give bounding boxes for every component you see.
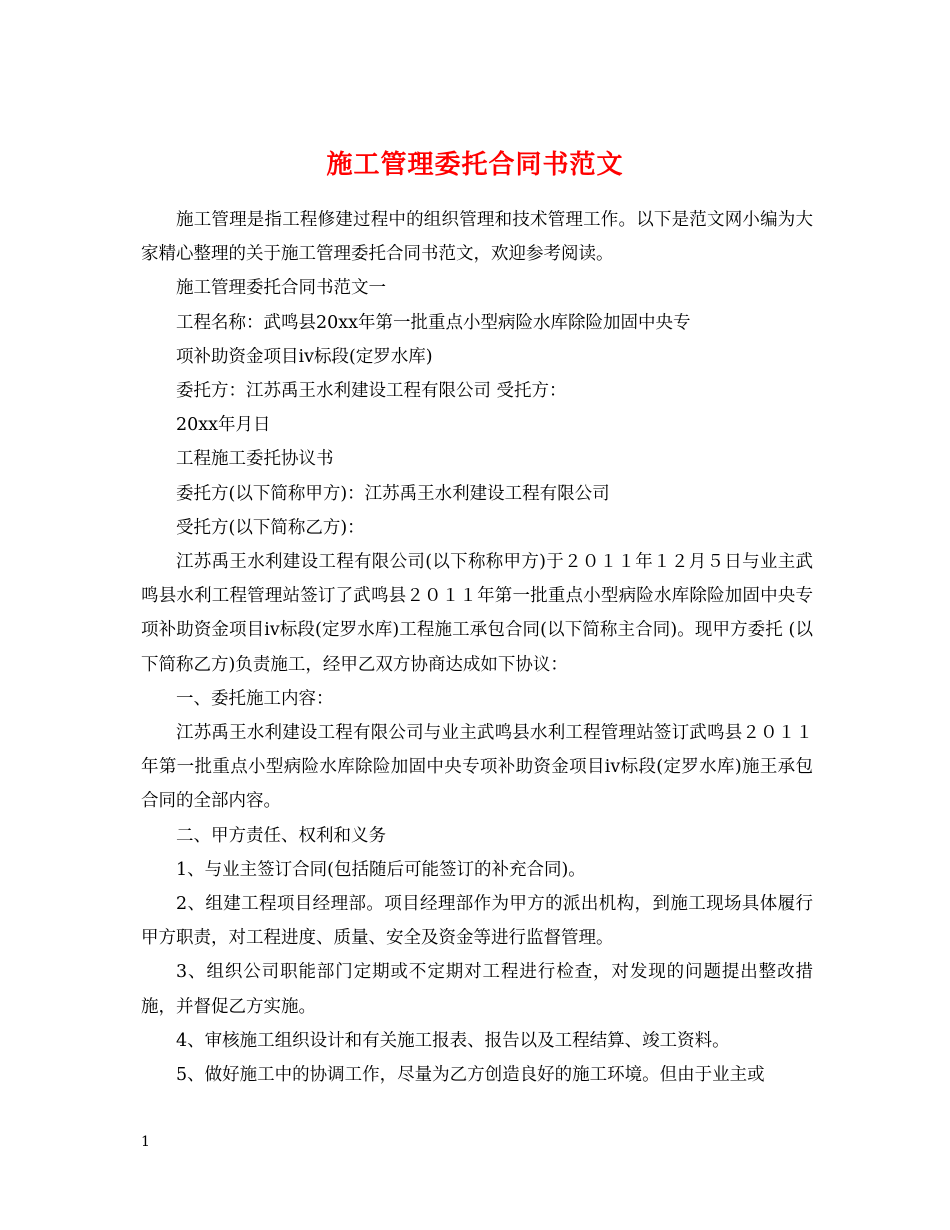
paragraph-project-name-continued: 项补助资金项目iv标段(定罗水库) xyxy=(176,346,433,367)
document-body xyxy=(141,203,813,1092)
paragraph-party-a: 委托方(以下简称甲方)：江苏禹王水利建设工程有限公司 xyxy=(176,483,610,504)
paragraph-intro: 施工管理是指工程修建过程中的组织管理和技术管理工作。以下是范文网小编为大家精心整理的关于施工管理委托合同书范文，欢迎参考阅读。 xyxy=(141,210,813,265)
paragraph-item-four: 4、审核施工组织设计和有关施工报表、报告以及工程结算、竣工资料。 xyxy=(176,1030,730,1051)
paragraph-parties: 委托方：江苏禹王水利建设工程有限公司 受托方： xyxy=(176,381,567,402)
paragraph-date: 20xx年月日 xyxy=(176,415,271,436)
paragraph-section-two-heading: 二、甲方责任、权利和义务 xyxy=(176,825,386,846)
page-number: 1 xyxy=(141,1134,150,1150)
paragraph-party-b: 受托方(以下简称乙方)： xyxy=(176,517,365,538)
paragraph-section-one-heading: 一、委托施工内容： xyxy=(176,688,334,709)
paragraph-item-three: 3、组织公司职能部门定期或不定期对工程进行检查，对发现的问题提出整改措施，并督促乙方实施。 xyxy=(141,962,813,1017)
paragraph-item-one: 1、与业主签订合同(包括随后可能签订的补充合同)。 xyxy=(176,859,586,880)
paragraph-item-five: 5、做好施工中的协调工作，尽量为乙方创造良好的施工环境。但由于业主或 xyxy=(176,1065,765,1086)
paragraph-background: 江苏禹王水利建设工程有限公司(以下称称甲方)于２０１１年１２月５日与业主武鸣县水利工程管理站签订了武鸣县２０１１年第一批重点小型病险水库除险加固中央专项补助资金项目iv标段(定罗水库)工程施工承包合同(以下简称主合同)。现甲方委托 (以下简称乙方)负责施工，经甲乙双方协商达成如下协议： xyxy=(141,552,813,675)
paragraph-agreement-title: 工程施工委托协议书 xyxy=(176,449,334,470)
paragraph-section-one-content: 江苏禹王水利建设工程有限公司与业主武鸣县水利工程管理站签订武鸣县２０１１年第一批重点小型病险水库除险加固中央专项补助资金项目iv标段(定罗水库)施王承包合同的全部内容。 xyxy=(141,723,813,812)
paragraph-sample-heading: 施工管理委托合同书范文一 xyxy=(176,278,386,299)
document-title: 施工管理委托合同书范文 xyxy=(326,150,624,181)
paragraph-project-name: 工程名称：武鸣县20xx年第一批重点小型病险水库除险加固中央专 xyxy=(176,312,691,333)
paragraph-item-two: 2、组建工程项目经理部。项目经理部作为甲方的派出机构，到施工现场具体履行甲方职责，对工程进度、质量、安全及资金等进行监督管理。 xyxy=(141,894,813,949)
